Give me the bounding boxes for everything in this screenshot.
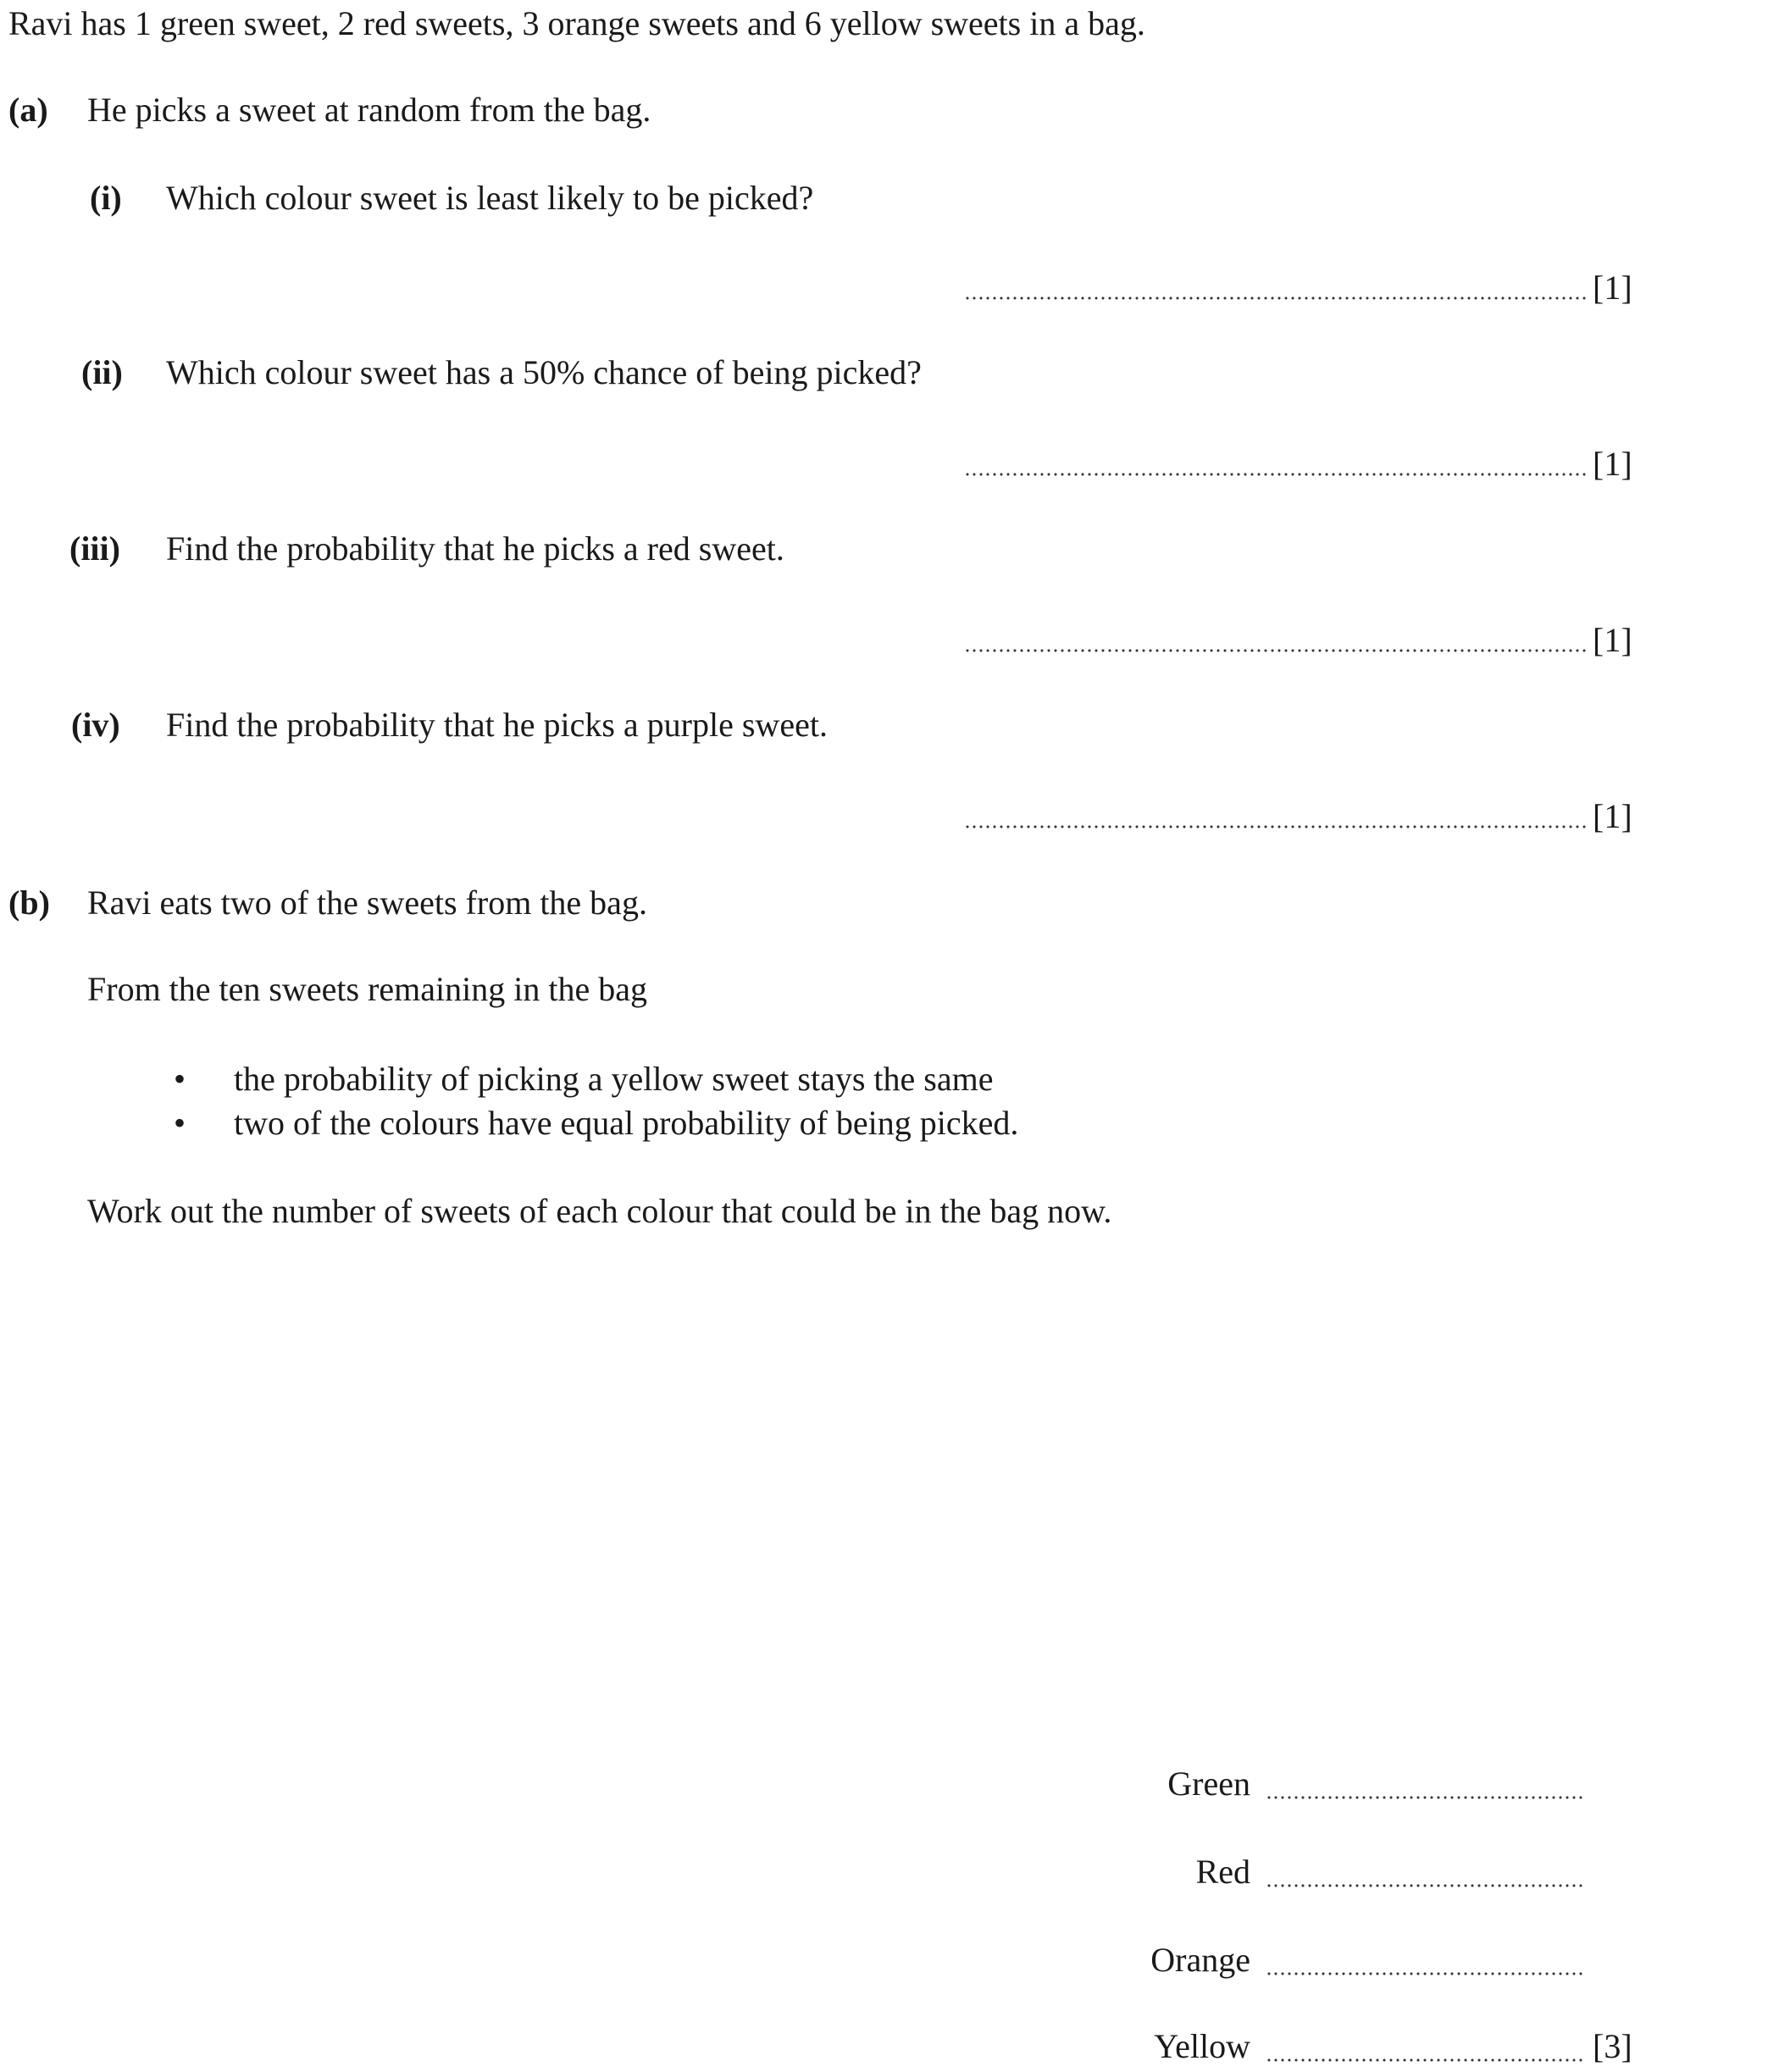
bullet-item: two of the colours have equal probability of being picked. [234,1104,1019,1142]
subpart-i-label: (i) [90,179,122,217]
answer-line-yellow[interactable] [1266,2058,1586,2062]
marks-ii: [1] [1593,445,1632,483]
answer-line-iii[interactable] [964,649,1587,652]
question-intro: Ravi has 1 green sweet, 2 red sweets, 3 orange sweets and 6 yellow sweets in a bag. [8,4,1145,42]
subpart-ii-text: Which colour sweet has a 50% chance of being picked? [166,353,922,391]
answer-line-ii[interactable] [964,473,1587,476]
subpart-ii-label: (ii) [81,353,123,391]
answer-line-red[interactable] [1266,1884,1586,1887]
subpart-iv-text: Find the probability that he picks a purple sweet. [166,706,828,744]
subpart-iv-label: (iv) [71,706,120,744]
answer-label-yellow: Yellow [1154,2027,1250,2065]
answer-label-red: Red [1195,1853,1250,1891]
subpart-iii-label: (iii) [69,529,120,568]
answer-line-iv[interactable] [964,825,1587,828]
answer-label-orange: Orange [1150,1941,1250,1979]
answer-line-i[interactable] [964,296,1587,300]
answer-line-green[interactable] [1266,1796,1586,1799]
bullet-dot: • [174,1060,186,1098]
part-b-label: (b) [8,884,50,922]
part-b-text: Ravi eats two of the sweets from the bag. [87,884,647,922]
part-a-label: (a) [8,91,48,129]
part-a-text: He picks a sweet at random from the bag. [87,91,651,129]
subpart-i-text: Which colour sweet is least likely to be picked? [166,179,814,217]
marks-b: [3] [1593,2027,1632,2065]
subpart-iii-text: Find the probability that he picks a red sweet. [166,529,784,568]
bullet-dot: • [174,1104,186,1142]
marks-i: [1] [1593,269,1632,307]
answer-label-green: Green [1167,1765,1250,1803]
answer-line-orange[interactable] [1266,1972,1586,1975]
bullet-item: the probability of picking a yellow sweet stays the same [234,1060,994,1098]
part-b-task: Work out the number of sweets of each colour that could be in the bag now. [87,1192,1112,1230]
marks-iii: [1] [1593,621,1632,659]
marks-iv: [1] [1593,797,1632,835]
part-b-lead: From the ten sweets remaining in the bag [87,970,647,1008]
